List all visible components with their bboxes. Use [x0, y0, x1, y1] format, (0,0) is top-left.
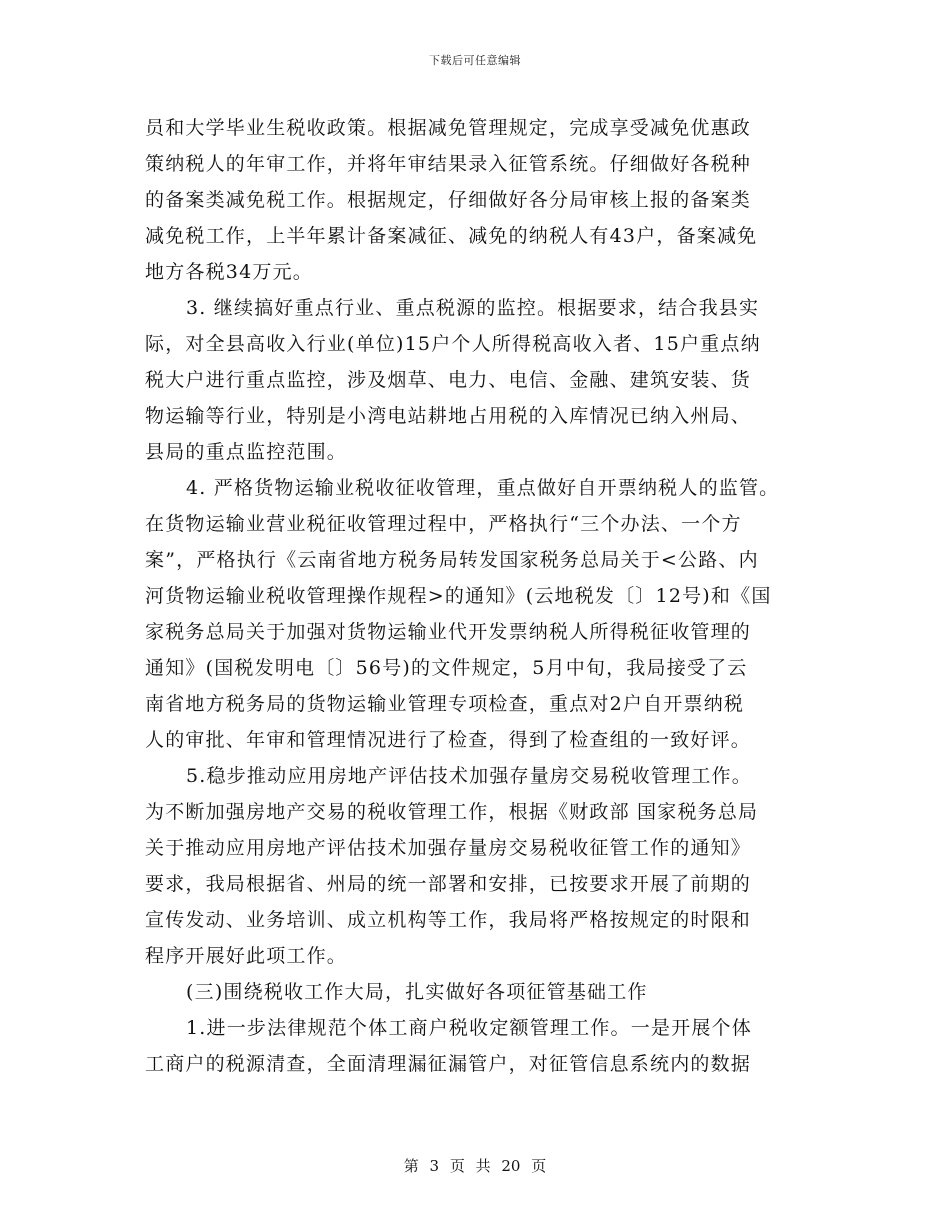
page-footer: 第 3 页 共 20 页 [403, 1157, 547, 1175]
text-line: 减免税工作，上半年累计备案减征、减免的纳税人有43户，备案减免 [145, 225, 758, 247]
text-line: 物运输等行业，特别是小湾电站耕地占用税的入库情况已纳入州局、 [145, 405, 752, 427]
text-line: (三)围绕税收工作大局，扎实做好各项征管基础工作 [186, 981, 648, 1003]
text-line: 在货物运输业营业税征收管理过程中，严格执行“三个办法、一个方 [145, 513, 742, 535]
text-line: 地方各税34万元。 [145, 261, 313, 283]
document-body [145, 110, 815, 1082]
text-line: 人的审批、年审和管理情况进行了检查，得到了检查组的一致好评。 [145, 729, 752, 751]
text-line: 4. 严格货物运输业税收征收管理，重点做好自开票纳税人的监管。 [186, 477, 780, 499]
text-line: 南省地方税务局的货物运输业管理专项检查，重点对2户自开票纳税 [145, 693, 745, 715]
text-line: 案”，严格执行《云南省地方税务局转发国家税务总局关于<公路、内 [145, 549, 759, 571]
text-line: 河货物运输业税收管理操作规程>的通知》(云地税发〔〕12号)和《国 [145, 585, 772, 607]
text-line: 工商户的税源清查，全面清理漏征漏管户，对征管信息系统内的数据 [145, 1053, 752, 1075]
text-line: 税大户进行重点监控，涉及烟草、电力、电信、金融、建筑安装、货 [145, 369, 752, 391]
text-line: 为不断加强房地产交易的税收管理工作，根据《财政部 国家税务总局 [145, 801, 759, 823]
text-line: 宣传发动、业务培训、成立机构等工作，我局将严格按规定的时限和 [145, 909, 752, 931]
text-line: 县局的重点监控范围。 [145, 441, 348, 463]
text-line: 5.稳步推动应用房地产评估技术加强存量房交易税收管理工作。 [186, 765, 752, 787]
text-line: 1.进一步法律规范个体工商户税收定额管理工作。一是开展个体 [186, 1017, 752, 1039]
text-line: 程序开展好此项工作。 [145, 945, 348, 967]
text-line: 策纳税人的年审工作，并将年审结果录入征管系统。仔细做好各税种 [145, 153, 752, 175]
text-line: 的备案类减免税工作。根据规定，仔细做好各分局审核上报的备案类 [145, 189, 752, 211]
text-line: 通知》(国税发明电〔〕56号)的文件规定，5月中旬，我局接受了云 [145, 657, 748, 679]
text-line: 3. 继续搞好重点行业、重点税源的监控。根据要求，结合我县实 [186, 297, 760, 319]
text-line: 际，对全县高收入行业(单位)15户个人所得税高收入者、15户重点纳 [145, 333, 761, 355]
page-header: 下载后可任意编辑 [429, 54, 521, 67]
text-line: 员和大学毕业生税收政策。根据减免管理规定，完成享受减免优惠政 [145, 117, 752, 139]
text-line: 要求，我局根据省、州局的统一部署和安排，已按要求开展了前期的 [145, 873, 752, 895]
text-line: 家税务总局关于加强对货物运输业代开发票纳税人所得税征收管理的 [145, 621, 752, 643]
text-line: 关于推动应用房地产评估技术加强存量房交易税收征管工作的通知》 [145, 837, 752, 859]
